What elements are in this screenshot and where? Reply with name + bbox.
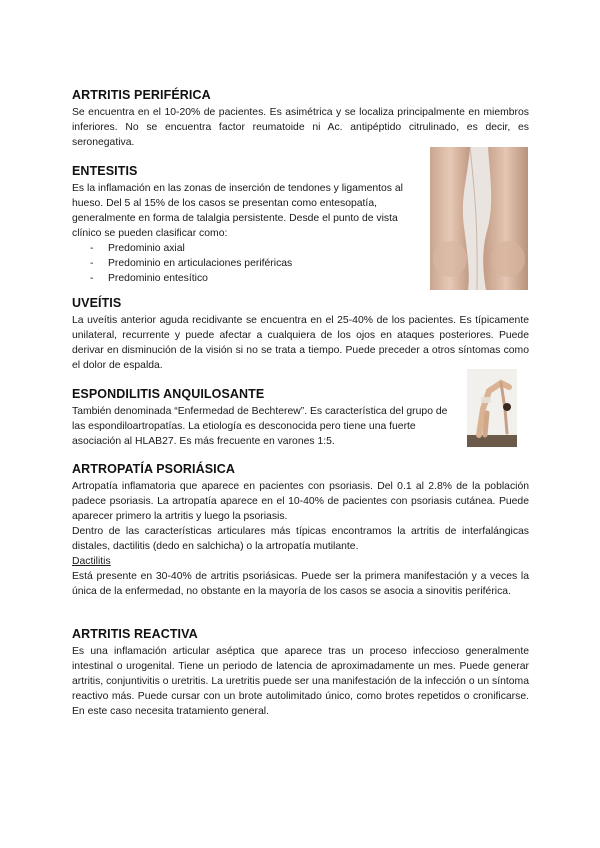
section-text: También denominada “Enfermedad de Bechterew”. Es característica del grupo de las espondiloartropatías. La etiología es desconocida pero tiene una fuerte asociación al HLAB27. Es más frecuente en varones 1:5. — [72, 406, 448, 447]
section-title: ARTRITIS REACTIVA — [72, 627, 198, 641]
section-text: Es una inflamación articular aséptica que aparece tras un proceso infeccioso generalmente intestinal o urogenital. Tiene un periodo de latencia de aproximadamente un mes. Puede generar artritis, conjuntivitis o uretritis. La uretritis puede ser una manifestación de la infección o un síntoma reactivo más. Puede cursar con un brote autolimitado único, como brotes repetidos o cronificarse. En este caso necesita tratamiento general. — [72, 646, 529, 717]
section-title: ARTROPATÍA PSORIÁSICA — [72, 462, 235, 476]
subsection-title: Dactilitis — [72, 556, 111, 567]
section-espondilitis — [72, 386, 462, 449]
section-uveitis — [72, 295, 529, 373]
section-entesitis — [72, 163, 404, 286]
section-artritis-reactiva — [72, 626, 529, 719]
section-text: Se encuentra en el 10-20% de pacientes. Es asimétrica y se localiza principalmente en miembros inferiores. No se encuentra factor reumatoide ni Ac. antipéptido citrulinado, es decir, es seronegativa. — [72, 107, 529, 148]
section-artropatia-psoriasica — [72, 461, 529, 599]
classification-list — [72, 241, 404, 286]
list-item: - Predominio axial — [90, 241, 404, 256]
section-title: ARTRITIS PERIFÉRICA — [72, 88, 211, 102]
knees-photo — [430, 147, 528, 290]
section-text: Artropatía inflamatoria que aparece en pacientes con psoriasis. Del 0.1 al 2.8% de la población padece psoriasis. La artropatía aparece en el 10-40% de pacientes con psoriasis cutánea. Puede aparecer primero la artritis y luego la psoriasis. — [72, 481, 529, 522]
section-text: La uveítis anterior aguda recidivante se encuentra en el 25-40% de los pacientes. Es típicamente unilateral, recurrente y puede afectar a cualquiera de los ojos en ataques posteriores. Puede derivar en disminución de la visión si no se trata a tiempo. Puede preceder a otros síntomas como el dolor de espalda. — [72, 315, 529, 371]
section-artritis-periferica — [72, 87, 529, 150]
list-item: - Predominio en articulaciones periféricas — [90, 256, 404, 271]
section-title: ESPONDILITIS ANQUILOSANTE — [72, 387, 265, 401]
section-title: UVEÍTIS — [72, 296, 122, 310]
section-text: Es la inflamación en las zonas de inserción de tendones y ligamentos al hueso. Del 5 al 15% de los casos se presentan como entesopatía, generalmente en forma de talalgia persistente. Desde el punto de vista clínico se pueden clasificar como: — [72, 183, 403, 239]
section-text: Está presente en 30-40% de artritis psoriásicas. Puede ser la primera manifestación y a veces la única de la enfermedad, no obstante en la mayoría de los casos se asocia a sinovitis periférica. — [72, 571, 529, 597]
section-text: Dentro de las características articulares más típicas encontramos la artritis de interfalángicas distales, dactilitis (dedo en salchicha) o la artropatía mutilante. — [72, 526, 529, 552]
bent-posture-photo — [467, 369, 517, 447]
section-title: ENTESITIS — [72, 164, 138, 178]
list-item: - Predominio entesítico — [90, 271, 404, 286]
